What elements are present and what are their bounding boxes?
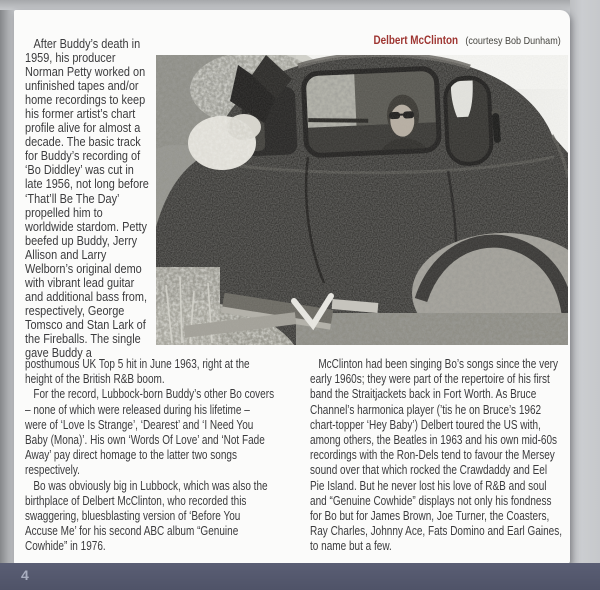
text-line: recordings with the Ron-Dels tend to favour the Mersey bbox=[310, 447, 555, 463]
text-line: the Fireballs. The single bbox=[25, 330, 141, 346]
text-line: were of ‘Love Is Strange’, ‘Dearest’ and ‘I Need You bbox=[25, 416, 254, 432]
text-line: McClinton had been singing Bo’s songs since the very bbox=[310, 356, 558, 371]
photo-caption bbox=[374, 31, 561, 49]
text-line: and “Genuine Cowhide” displays not only his fondness bbox=[310, 492, 552, 508]
text-line: to name but a few. bbox=[310, 538, 392, 554]
text-line: swaggering, bluesblasting version of ‘Before You bbox=[25, 508, 241, 524]
text-line: and additional bass from, bbox=[25, 288, 148, 304]
text-line: Pie Island. But he never lost his love of R&B and soul bbox=[310, 477, 547, 493]
photo-delbert-mcclinton-car bbox=[156, 55, 568, 345]
text-line: Ray Charles, Johnny Ace, Fats Domino and Earl Gaines, bbox=[310, 523, 563, 539]
photo-caption-credit: (courtesy Bob Dunham) bbox=[465, 35, 561, 47]
text-line: Accuse Me’ for his second ABC album “Genuine bbox=[25, 523, 239, 539]
intro-column bbox=[25, 37, 149, 360]
text-line: his former artist’s chart bbox=[25, 106, 136, 122]
text-line: with vibrant lead guitar bbox=[25, 274, 135, 290]
text-line: 1959, his producer bbox=[25, 50, 116, 66]
text-line: profile alive for almost a bbox=[25, 120, 141, 136]
text-line: Allison and Larry bbox=[25, 246, 107, 262]
text-line: unfinished tapes and/or bbox=[25, 78, 139, 94]
text-line: ‘Bo Diddley’ was cut in bbox=[25, 162, 134, 178]
text-line: gave Buddy a bbox=[25, 345, 92, 361]
text-line: late 1956, not long before bbox=[25, 176, 149, 192]
text-line: Cowhide” in 1976. bbox=[25, 538, 106, 554]
text-line: chart-topper ‘Hey Baby’) Delbert toured the US with, bbox=[310, 416, 541, 432]
text-line: ‘That’ll Be The Day’ bbox=[25, 190, 120, 206]
text-line: band the Straitjackets back in Fort Worth. As Bruce bbox=[310, 386, 537, 402]
text-line: worldwide stardom. Petty bbox=[25, 218, 147, 234]
text-line: posthumous UK Top 5 hit in June 1963, right at the bbox=[25, 356, 250, 371]
text-line: for Buddy’s recording of bbox=[25, 148, 141, 164]
text-line: decade. The basic track bbox=[25, 134, 141, 150]
text-line: respectively. bbox=[25, 462, 80, 478]
text-line: – none of which were released during his lifetime – bbox=[25, 401, 250, 417]
text-line: Away’ pay direct homage to the latter two songs bbox=[25, 447, 238, 463]
right-column bbox=[310, 356, 562, 554]
page-number: 4 bbox=[21, 567, 30, 583]
text-line: home recordings to keep bbox=[25, 92, 146, 108]
left-column bbox=[25, 356, 274, 554]
text-line: Bo was obviously big in Lubbock, which was also the bbox=[25, 477, 268, 493]
scan-edge-top bbox=[0, 0, 600, 10]
photo-caption-name: Delbert McClinton bbox=[373, 35, 459, 47]
text-line: for Bo but for James Brown, Joe Turner, the Coasters, bbox=[310, 508, 550, 524]
text-line: Norman Petty worked on bbox=[25, 64, 146, 80]
booklet-page bbox=[14, 10, 570, 564]
text-line: After Buddy’s death in bbox=[25, 36, 141, 51]
text-line: respectively, George bbox=[25, 302, 125, 318]
text-line: Tomsco and Stan Lark of bbox=[25, 316, 146, 332]
text-line: Welborn’s original demo bbox=[25, 260, 142, 276]
text-line: For the record, Lubbock-born Buddy’s other Bo covers bbox=[25, 386, 275, 402]
footer-bar bbox=[0, 563, 600, 590]
text-line: beefed up Buddy, Jerry bbox=[25, 232, 138, 248]
text-line: height of the British R&B boom. bbox=[25, 371, 165, 387]
text-line: Baby (Mona)’. His own ‘Words Of Love’ and ‘Not Fade bbox=[25, 432, 265, 448]
text-line: early 1960s; they were part of the repertoire of his first bbox=[310, 371, 550, 387]
text-line: among others, the Beatles in 1963 and his own mid-60s bbox=[310, 432, 558, 448]
text-line: propelled him to bbox=[25, 204, 103, 220]
text-line: Channel’s harmonica player (’tis he on Bruce’s 1962 bbox=[310, 401, 542, 417]
text-line: birthplace of Delbert McClinton, who recorded this bbox=[25, 492, 247, 508]
text-line: sound over that which rocked the Crawdaddy and Eel bbox=[310, 462, 548, 478]
scan-edge-right bbox=[570, 0, 600, 590]
